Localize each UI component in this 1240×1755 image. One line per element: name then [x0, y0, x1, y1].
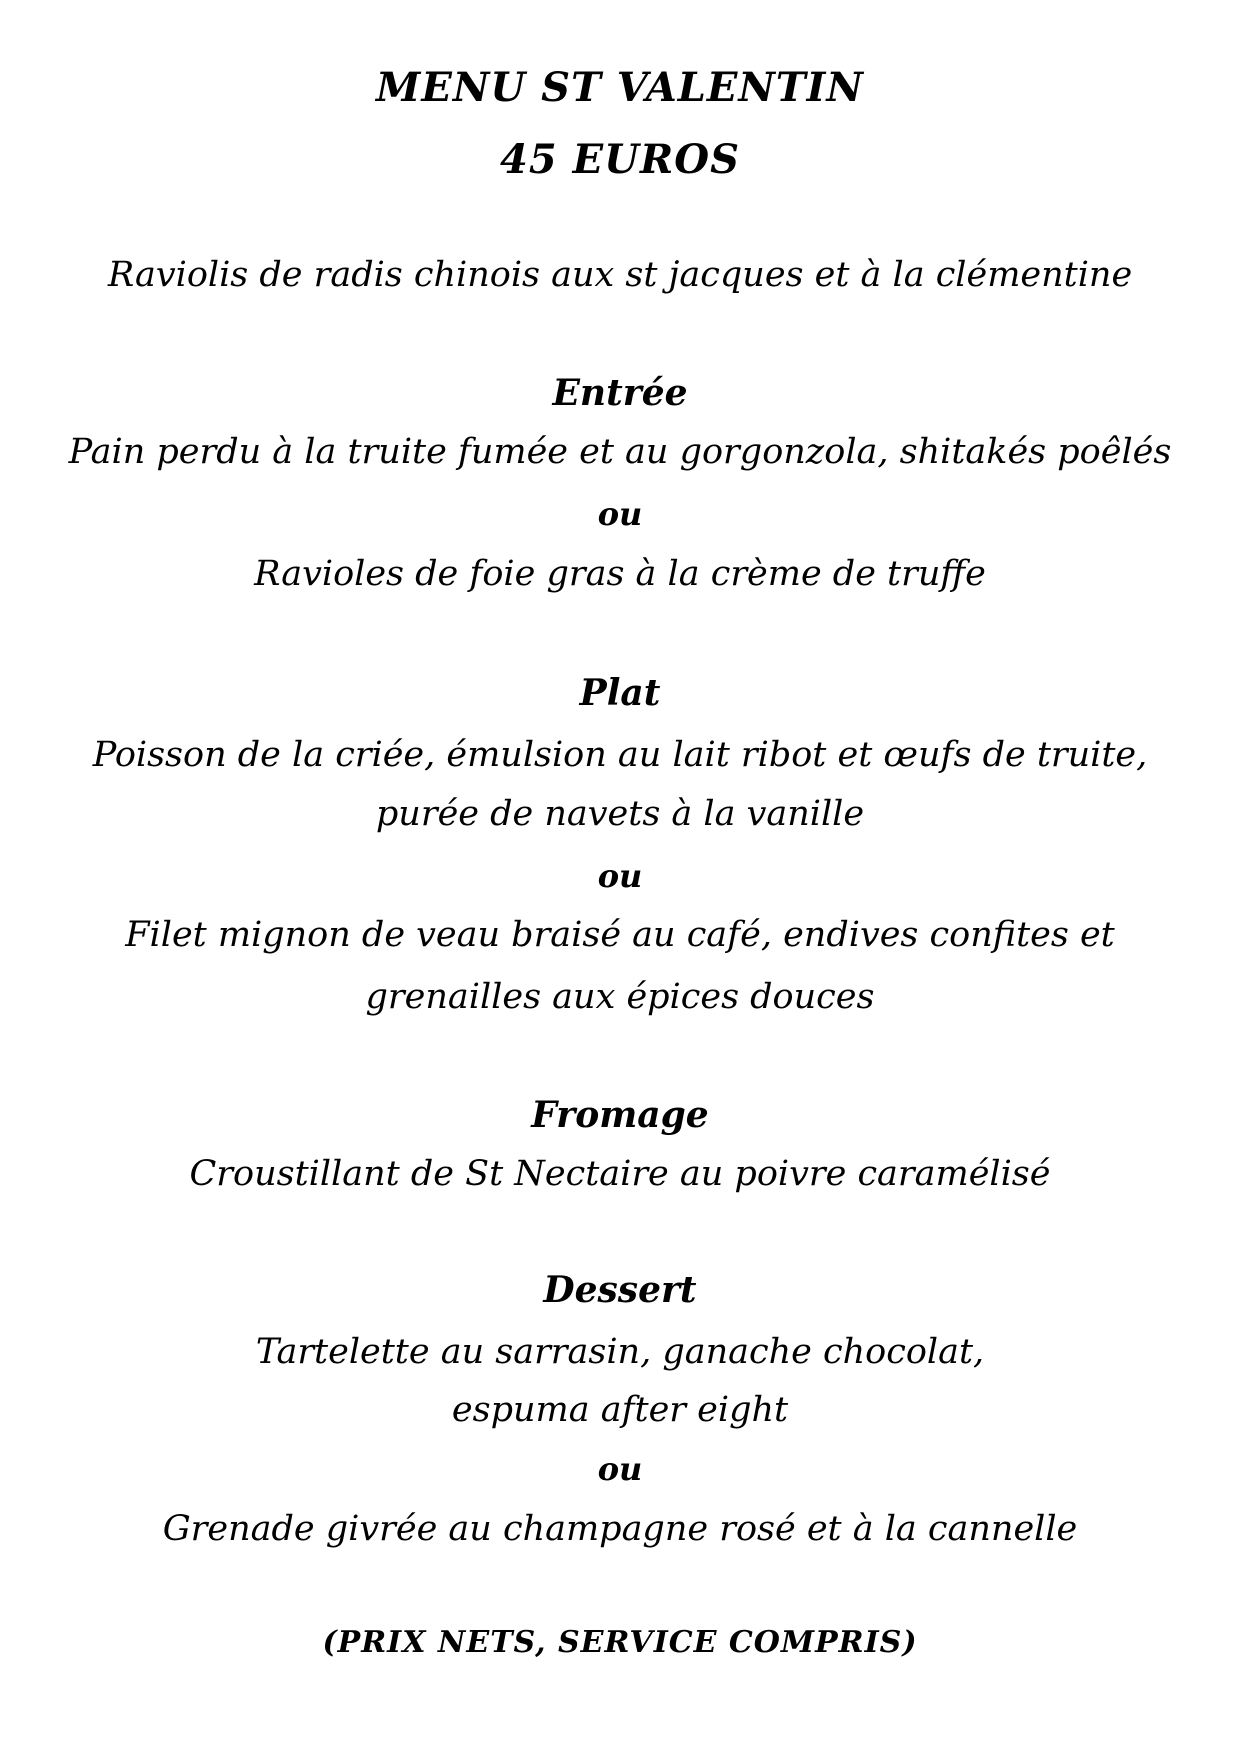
plat-option-2-line-1: Filet mignon de veau braisé au café, endives confites et — [125, 915, 1115, 955]
amuse-bouche: Raviolis de radis chinois aux st jacques et à la clémentine — [107, 255, 1133, 295]
plat-option-1-line-2: purée de navets à la vanille — [375, 794, 865, 834]
entree-option-2: Ravioles de foie gras à la crème de truffe — [254, 554, 986, 594]
dessert-separator: ou — [597, 1450, 643, 1488]
entree-option-1: Pain perdu à la truite fumée et au gorgonzola, shitakés poêlés — [68, 432, 1172, 472]
dessert-option-2: Grenade givrée au champagne rosé et à la cannelle — [162, 1509, 1078, 1549]
price-footnote: (PRIX NETS, SERVICE COMPRIS) — [322, 1625, 918, 1660]
menu-price: 45 EUROS — [500, 136, 740, 183]
entree-heading: Entrée — [552, 372, 688, 414]
dessert-heading: Dessert — [543, 1269, 697, 1311]
plat-option-2-line-2: grenailles aux épices douces — [365, 977, 875, 1017]
fromage-option-1: Croustillant de St Nectaire au poivre caramélisé — [189, 1154, 1051, 1194]
plat-heading: Plat — [579, 672, 661, 714]
menu-title: MENU ST VALENTIN — [376, 64, 864, 111]
dessert-option-1-line-2: espuma after eight — [451, 1390, 789, 1430]
plat-separator: ou — [597, 857, 643, 895]
entree-separator: ou — [597, 495, 643, 533]
dessert-option-1-line-1: Tartelette au sarrasin, ganache chocolat, — [255, 1332, 985, 1372]
plat-option-1-line-1: Poisson de la criée, émulsion au lait ribot et œufs de truite, — [92, 735, 1148, 775]
fromage-heading: Fromage — [531, 1094, 709, 1136]
